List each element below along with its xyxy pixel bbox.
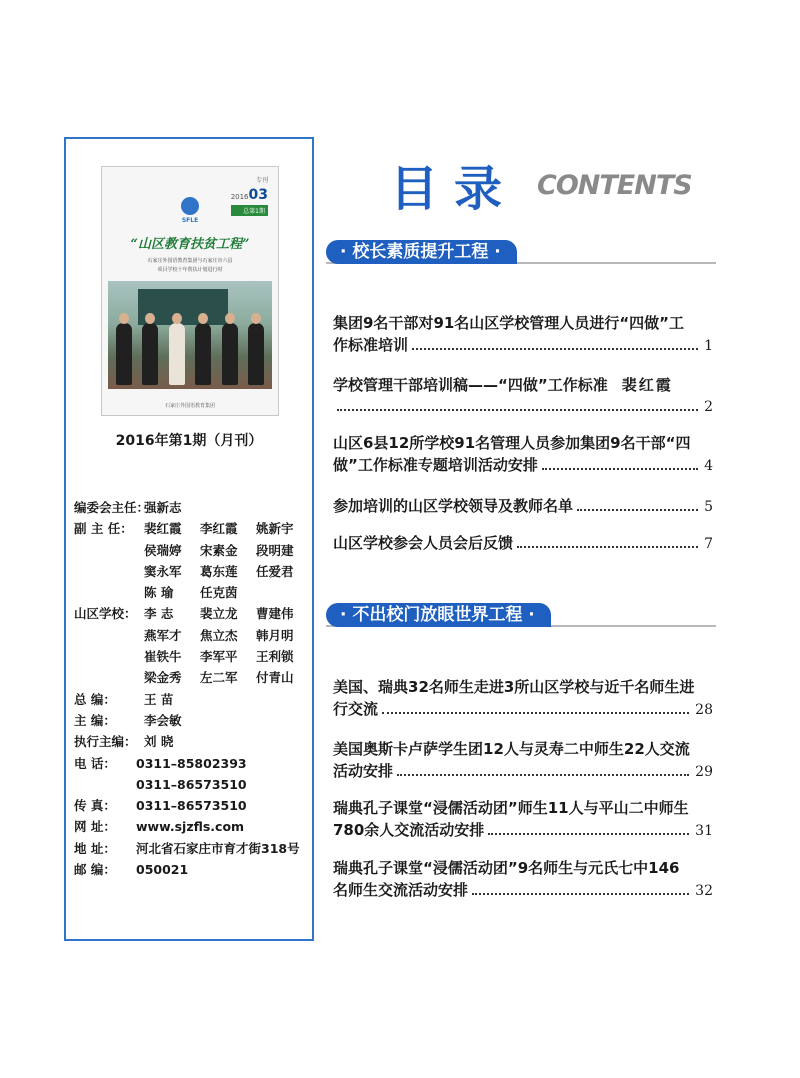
toc-entry-title-cont: 名师生交流活动安排 <box>333 881 469 899</box>
editorial-name: 左二军 <box>200 670 238 686</box>
cover-issue-badge: 总第1期 <box>231 205 268 216</box>
contents-title-en: CONTENTS <box>537 170 692 201</box>
toc-leader-dots <box>472 893 689 895</box>
toc-entry[interactable] <box>333 857 713 902</box>
cover-issue-number: 03 <box>248 187 268 203</box>
contact-label: 传 真： <box>74 798 116 814</box>
cover-photo <box>108 281 272 389</box>
editorial-name: 强新志 <box>144 500 182 515</box>
cover-issue-year: 2016 <box>230 193 249 201</box>
cover-title: “山区教育扶贫工程” <box>130 237 250 252</box>
editorial-names <box>144 667 312 688</box>
editorial-name: 任克茵 <box>200 585 238 601</box>
contact-label: 邮 编： <box>74 862 116 878</box>
editorial-role: 编委会主任： <box>74 500 150 515</box>
editorial-row <box>74 582 310 603</box>
contact-value: 050021 <box>136 862 189 878</box>
contact-label <box>74 774 136 795</box>
toc-page-number: 7 <box>704 536 713 552</box>
toc-entry-line <box>333 454 713 477</box>
toc-entry-line <box>333 760 713 783</box>
toc-entry[interactable] <box>333 676 713 721</box>
editorial-names <box>144 518 312 539</box>
editorial-names <box>144 625 312 646</box>
editorial-name: 陈 瑜 <box>144 585 174 601</box>
toc-leader-dots <box>397 774 689 776</box>
magazine-cover <box>101 166 279 416</box>
photo-person <box>169 323 185 385</box>
editorial-name: 葛东莲 <box>200 563 238 579</box>
contact-row <box>74 774 310 795</box>
toc-entry-title <box>333 676 713 698</box>
editorial-name: 窦永军 <box>144 563 182 579</box>
contact-label: 网 址： <box>74 819 116 835</box>
issue-line: 2016年第1期（月刊） <box>115 433 263 449</box>
contact-row <box>74 753 310 774</box>
toc-entry-title <box>333 738 713 760</box>
editorial-name: 梁金秀 <box>144 670 182 686</box>
editorial-role: 总 编： <box>74 691 116 707</box>
toc-entry-title <box>333 432 713 454</box>
toc-entry-title-text: 学校管理干部培训稿——“四做”工作标准 <box>333 376 608 394</box>
cover-publisher: 石家庄外国语教育集团 <box>164 403 215 409</box>
contact-row <box>74 859 310 880</box>
toc-entry-author: 裴红霞 <box>621 376 673 394</box>
editorial-name: 段明建 <box>256 542 294 558</box>
editorial-name: 崔铁牛 <box>144 649 182 665</box>
editorial-row <box>74 731 310 752</box>
toc-leader-dots <box>337 409 698 411</box>
toc-entry-title-cont: 行交流 <box>333 700 379 718</box>
toc-entry[interactable] <box>333 532 713 555</box>
contact-value: www.sjzfls.com <box>136 819 245 835</box>
photo-person <box>222 323 238 385</box>
editorial-role <box>74 540 144 561</box>
editorial-name: 宋素金 <box>200 542 238 558</box>
editorial-names <box>144 561 312 582</box>
section-header <box>326 603 716 627</box>
editorial-role: 山区学校： <box>74 606 137 622</box>
cover-issue-block <box>231 175 268 216</box>
editorial-row <box>74 625 310 646</box>
editorial-row <box>74 689 310 710</box>
toc-entry-title <box>333 312 713 334</box>
contents-title: 目录 <box>390 161 519 217</box>
toc-leader-dots <box>577 509 698 511</box>
contents-heading <box>390 150 692 219</box>
cover-subtitle-2: 项目学校十年帮扶计划进行时 <box>157 267 223 273</box>
photo-person <box>142 323 158 385</box>
editorial-names <box>144 689 310 710</box>
editorial-names <box>144 497 310 518</box>
editorial-names <box>144 540 312 561</box>
toc-entry-title-text: 山区6县12所学校91名管理人员参加集团9名干部“四 <box>333 434 691 452</box>
contact-row <box>74 816 310 837</box>
editorial-name: 姚新宇 <box>256 521 294 537</box>
cover-logo-text: SFLE <box>181 217 199 224</box>
contact-row <box>74 838 310 859</box>
toc-entry-title-cont: 山区学校参会人员会后反馈 <box>333 534 514 552</box>
masthead-panel <box>64 137 314 941</box>
editorial-name: 李 志 <box>144 606 174 622</box>
toc-entry-title <box>333 797 713 819</box>
photo-person <box>248 323 264 385</box>
contact-value: 0311–86573510 <box>136 776 247 792</box>
toc-entry[interactable] <box>333 738 713 783</box>
school-logo-icon <box>181 197 199 215</box>
toc-page-number: 2 <box>704 399 713 415</box>
toc-entry-line <box>333 396 713 418</box>
toc-entry-title-cont: 参加培训的山区学校领导及教师名单 <box>333 497 574 515</box>
contact-label: 电 话： <box>74 755 116 771</box>
photo-group <box>116 313 264 385</box>
contact-value: 河北省石家庄市育才街318号 <box>136 840 300 856</box>
toc-entry-title <box>333 374 713 396</box>
editorial-name: 裴红霞 <box>144 521 182 537</box>
photo-person <box>195 323 211 385</box>
toc-leader-dots <box>382 712 689 714</box>
toc-page-number: 29 <box>695 764 713 780</box>
toc-leader-dots <box>542 468 698 470</box>
toc-page-number: 32 <box>695 883 713 899</box>
cover-issue-label: 专刊 <box>255 177 268 184</box>
toc-entry-title-cont: 作标准培训 <box>333 336 409 354</box>
toc-entry-title-cont: 活动安排 <box>333 762 394 780</box>
section-header <box>326 240 716 264</box>
editorial-name: 李红霞 <box>200 521 238 537</box>
toc-page-number: 28 <box>695 702 713 718</box>
toc-entry-title-text: 美国奥斯卡卢萨学生团12人与灵寿二中师生22人交流 <box>333 740 690 758</box>
toc-leader-dots <box>488 833 689 835</box>
toc-page-number: 31 <box>695 823 713 839</box>
editorial-role <box>74 561 144 582</box>
editorial-name: 曹建伟 <box>256 606 294 622</box>
section-title: · 不出校门放眼世界工程 · <box>326 603 551 627</box>
editorial-role <box>74 646 144 667</box>
editorial-name: 韩月明 <box>256 627 294 643</box>
editorial-row <box>74 603 310 624</box>
toc-entry-line <box>333 879 713 902</box>
editorial-role: 执行主编： <box>74 734 137 750</box>
toc-entry-line <box>333 334 713 357</box>
toc-entry-title-cont: 780余人交流活动安排 <box>333 821 485 839</box>
editorial-row <box>74 667 310 688</box>
toc-entry-line <box>333 495 713 518</box>
editorial-name: 王 苗 <box>144 691 174 707</box>
editorial-name: 裴立龙 <box>200 606 238 622</box>
toc-entry-title-text: 集团9名干部对91名山区学校管理人员进行“四做”工 <box>333 314 685 332</box>
cover-subtitle: 石家庄外国语教育集团与石家庄市六县 <box>147 258 233 264</box>
editorial-names <box>144 582 310 603</box>
toc-entry-line <box>333 698 713 721</box>
contact-value: 0311–86573510 <box>136 798 247 814</box>
editorial-names <box>144 603 312 624</box>
toc-page-number: 4 <box>704 458 713 474</box>
toc-page-number: 1 <box>704 338 713 354</box>
contact-value: 0311–85802393 <box>136 755 247 771</box>
editorial-name: 任爱君 <box>256 563 294 579</box>
editorial-name: 刘 晓 <box>144 734 174 750</box>
editorial-board <box>74 497 310 880</box>
editorial-name: 付青山 <box>256 670 294 686</box>
section-title: · 校长素质提升工程 · <box>326 240 517 264</box>
toc-entry-title <box>333 857 713 879</box>
toc-entry[interactable] <box>333 432 713 477</box>
toc-entry-line <box>333 819 713 842</box>
toc-entry-title-cont: 做”工作标准专题培训活动安排 <box>333 456 538 474</box>
toc-leader-dots <box>412 348 698 350</box>
editorial-names <box>144 646 312 667</box>
editorial-role <box>74 582 144 603</box>
editorial-name: 焦立杰 <box>200 627 238 643</box>
editorial-row <box>74 561 310 582</box>
editorial-row <box>74 710 310 731</box>
editorial-name: 燕军才 <box>144 627 182 643</box>
editorial-name: 李军平 <box>200 649 238 665</box>
editorial-row <box>74 646 310 667</box>
editorial-name: 李会敏 <box>144 712 182 728</box>
editorial-names <box>144 731 310 752</box>
editorial-name: 侯瑞婷 <box>144 542 182 558</box>
photo-person <box>116 323 132 385</box>
editorial-row <box>74 540 310 561</box>
toc-page-number: 5 <box>704 499 713 515</box>
contact-row <box>74 795 310 816</box>
editorial-role: 主 编： <box>74 712 116 728</box>
toc-entry[interactable] <box>333 495 713 518</box>
editorial-row <box>74 497 310 518</box>
toc-entry-title-text: 美国、瑞典32名师生走进3所山区学校与近千名师生进 <box>333 678 695 696</box>
toc-entry-line <box>333 532 713 555</box>
toc-entry-title-text: 瑞典孔子课堂“浸儒活动团”9名师生与元氏七中146 <box>333 859 680 877</box>
toc-entry[interactable] <box>333 312 713 357</box>
editorial-role <box>74 625 144 646</box>
editorial-role <box>74 667 144 688</box>
editorial-names <box>144 710 310 731</box>
toc-entry[interactable] <box>333 797 713 842</box>
editorial-row <box>74 518 310 539</box>
toc-entry-title-text: 瑞典孔子课堂“浸儒活动团”师生11人与平山二中师生 <box>333 799 689 817</box>
toc-entry[interactable] <box>333 374 713 418</box>
editorial-role: 副 主 任： <box>74 521 133 537</box>
editorial-name: 王利锁 <box>256 649 294 665</box>
toc-leader-dots <box>517 546 698 548</box>
contact-label: 地 址： <box>74 840 116 856</box>
